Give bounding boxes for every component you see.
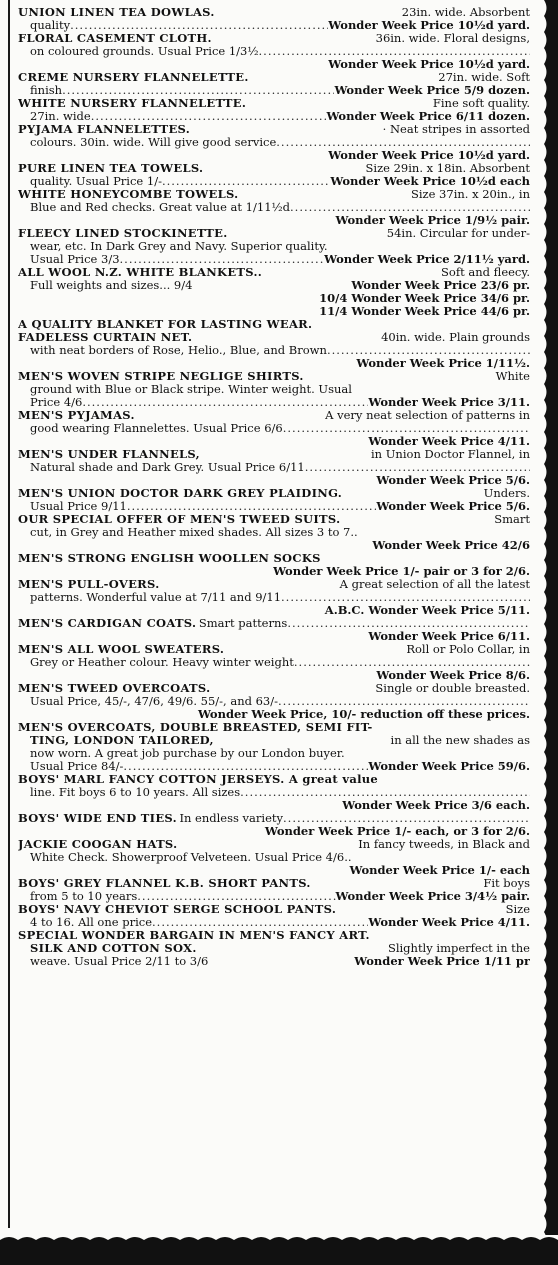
price-text: Wonder Week Price 59/6. — [368, 760, 530, 773]
item-description: good wearing Flannelettes. Usual Price 6/6 — [30, 422, 283, 435]
wavy-border-bottom-path — [0, 1237, 558, 1265]
price-text: Wonder Week Price 10½d yard. — [328, 149, 530, 162]
listing-entry — [18, 552, 530, 578]
item-heading: PURE LINEN TEA TOWELS. — [18, 162, 204, 175]
price-text: Wonder Week Price 4/11. — [368, 435, 530, 448]
listing-line — [18, 175, 530, 188]
listing-line — [18, 123, 530, 136]
item-description: Usual Price, 45/-, 47/6, 49/6. 55/-, and 63/- — [30, 695, 279, 708]
item-heading: MEN'S CARDIGAN COATS. — [18, 617, 197, 630]
price-text: 10/4 Wonder Week Price 34/6 pr. — [319, 292, 530, 305]
listing-entry — [18, 71, 530, 97]
listing-line — [18, 292, 530, 305]
item-description: In endless variety — [179, 812, 284, 825]
item-description: 36in. wide. Floral designs, — [375, 32, 530, 45]
item-heading: SILK AND COTTON SOX. — [30, 942, 197, 955]
price-text: Wonder Week Price 1/11 pr — [354, 955, 530, 968]
listing-line — [18, 604, 530, 617]
price-text: 11/4 Wonder Week Price 44/6 pr. — [319, 305, 530, 318]
listing-line — [18, 279, 530, 292]
item-description: Slightly imperfect in the — [387, 942, 530, 955]
price-text: Wonder Week Price 1/- pair or 3 for 2/6. — [273, 565, 530, 578]
item-heading: MEN'S PULL-OVERS. — [18, 578, 160, 591]
listing-line — [18, 32, 530, 45]
listing-line — [18, 591, 530, 604]
listing-entry — [18, 929, 530, 968]
item-heading: BOYS' MARL FANCY COTTON JERSEYS. A great value — [18, 773, 379, 786]
listing-line — [18, 682, 530, 695]
price-text: Wonder Week Price 23/6 pr. — [351, 279, 530, 292]
listing-line — [18, 266, 530, 279]
item-description: Usual Price 84/- — [30, 760, 124, 773]
price-text: Wonder Week Price 3/11. — [368, 396, 530, 409]
item-description: from 5 to 10 years — [30, 890, 138, 903]
listing-line — [18, 539, 530, 552]
listing-entry — [18, 682, 530, 721]
listing-entry — [18, 97, 530, 123]
listing-entry — [18, 227, 530, 266]
listing-entry — [18, 487, 530, 513]
item-description: in Union Doctor Flannel, in — [371, 448, 530, 461]
item-description: weave. Usual Price 2/11 to 3/6 — [30, 955, 209, 968]
listing-line — [18, 929, 530, 942]
item-description: 4 to 16. All one price — [30, 916, 153, 929]
item-heading: FADELESS CURTAIN NET. — [18, 331, 193, 344]
listing-entry — [18, 266, 530, 318]
item-description: ground with Blue or Black stripe. Winter weight. Usual — [30, 383, 352, 396]
listing-line — [18, 721, 530, 734]
price-text: Wonder Week Price 5/6. — [376, 500, 530, 513]
listing-line — [18, 253, 530, 266]
item-description: 54in. Circular for under- — [386, 227, 530, 240]
item-heading: TING, LONDON TAILORED, — [30, 734, 214, 747]
item-heading: BOYS' GREY FLANNEL K.B. SHORT PANTS. — [18, 877, 311, 890]
listing-line — [18, 58, 530, 71]
listing-line — [18, 45, 530, 58]
price-text: A.B.C. Wonder Week Price 5/11. — [324, 604, 530, 617]
dot-leader — [240, 786, 530, 799]
listing-line — [18, 19, 530, 32]
listing-line — [18, 409, 530, 422]
item-heading: MEN'S WOVEN STRIPE NEGLIGE SHIRTS. — [18, 370, 304, 383]
listing-line — [18, 708, 530, 721]
listing-line — [18, 565, 530, 578]
listing-line — [18, 513, 530, 526]
listing-entry — [18, 448, 530, 487]
item-heading: OUR SPECIAL OFFER OF MEN'S TWEED SUITS. — [18, 513, 341, 526]
item-heading: MEN'S TWEED OVERCOATS. — [18, 682, 211, 695]
price-text: Wonder Week Price 10½d yard. — [328, 58, 530, 71]
price-text: Wonder Week Price, 10/- reduction off these prices. — [197, 708, 530, 721]
price-text: Wonder Week Price 6/11 dozen. — [326, 110, 530, 123]
item-heading: MEN'S STRONG ENGLISH WOOLLEN SOCKS — [18, 552, 321, 565]
price-text: Wonder Week Price 1/- each, or 3 for 2/6. — [264, 825, 530, 838]
price-text: Wonder Week Price 10½d yard. — [328, 19, 530, 32]
listing-line — [18, 474, 530, 487]
listing-line — [18, 136, 530, 149]
listing-line — [18, 617, 530, 630]
listing-line — [18, 864, 530, 877]
listing-entry — [18, 32, 530, 71]
listing-line — [18, 760, 530, 773]
price-text: Wonder Week Price 8/6. — [376, 669, 530, 682]
dot-leader — [120, 253, 325, 266]
listing-line — [18, 786, 530, 799]
dot-leader — [290, 201, 530, 214]
listing-line — [18, 240, 530, 253]
dot-leader — [62, 84, 334, 97]
listing-line — [18, 799, 530, 812]
price-text: Wonder Week Price 6/11. — [368, 630, 530, 643]
listing-line — [18, 435, 530, 448]
listing-line — [18, 344, 530, 357]
item-heading: MEN'S PYJAMAS. — [18, 409, 135, 422]
listing-entry — [18, 812, 530, 838]
listing-entry — [18, 721, 530, 773]
listing-line — [18, 838, 530, 851]
item-description: 40in. wide. Plain grounds — [381, 331, 530, 344]
listing-entry — [18, 162, 530, 188]
left-column-rule — [8, 0, 10, 1228]
item-description: line. Fit boys 6 to 10 years. All sizes — [30, 786, 241, 799]
bottom-wavy-border — [0, 1228, 558, 1265]
item-description: 27in. wide. Soft — [438, 71, 530, 84]
price-text: Wonder Week Price 4/11. — [368, 916, 530, 929]
listing-entry — [18, 6, 530, 32]
item-heading: MEN'S UNDER FLANNELS, — [18, 448, 200, 461]
item-heading: SPECIAL WONDER BARGAIN IN MEN'S FANCY ART. — [18, 929, 370, 942]
item-description: colours. 30in. wide. Will give good service — [30, 136, 277, 149]
dot-leader — [259, 45, 530, 58]
dot-leader — [70, 19, 328, 32]
listing-line — [18, 630, 530, 643]
item-heading: BOYS' NAVY CHEVIOT SERGE SCHOOL PANTS. — [18, 903, 337, 916]
item-heading: MEN'S ALL WOOL SWEATERS. — [18, 643, 225, 656]
listing-line — [18, 500, 530, 513]
listing-entry — [18, 331, 530, 370]
price-text: Wonder Week Price 1/9½ pair. — [335, 214, 530, 227]
listing-line — [18, 747, 530, 760]
item-description: quality. Usual Price 1/- — [30, 175, 162, 188]
listing-line — [18, 669, 530, 682]
listing-line — [18, 110, 530, 123]
dot-leader — [91, 110, 327, 123]
item-description: Usual Price 9/11 — [30, 500, 127, 513]
listing-line — [18, 396, 530, 409]
dot-leader — [305, 461, 530, 474]
item-description: finish — [30, 84, 63, 97]
listing-line — [18, 162, 530, 175]
wavy-border-right-path — [544, 0, 558, 1235]
price-text: Wonder Week Price 3/4½ pair. — [335, 890, 530, 903]
item-description: Smart patterns — [198, 617, 288, 630]
listing-line — [18, 188, 530, 201]
listing-line — [18, 357, 530, 370]
listing-line — [18, 695, 530, 708]
dot-leader — [127, 500, 377, 513]
advertisement-column — [18, 6, 530, 968]
item-heading: PYJAMA FLANNELETTES. — [18, 123, 191, 136]
dot-leader — [276, 136, 530, 149]
dot-leader — [123, 760, 368, 773]
item-description: Blue and Red checks. Great value at 1/11½d — [30, 201, 291, 214]
listing-line — [18, 149, 530, 162]
listing-entry — [18, 578, 530, 617]
dot-leader — [287, 617, 530, 630]
listing-line — [18, 877, 530, 890]
item-description: White — [495, 370, 530, 383]
listing-line — [18, 370, 530, 383]
item-heading: MEN'S OVERCOATS, DOUBLE BREASTED, SEMI FIT- — [18, 721, 373, 734]
listing-line — [18, 903, 530, 916]
listing-line — [18, 552, 530, 565]
item-description: on coloured grounds. Usual Price 1/3½ — [30, 45, 259, 58]
item-heading: WHITE NURSERY FLANNELETTE. — [18, 97, 247, 110]
item-heading: ALL WOOL N.Z. WHITE BLANKETS.. — [18, 266, 263, 279]
dot-leader — [327, 344, 530, 357]
item-description: Grey or Heather colour. Heavy winter weight — [30, 656, 294, 669]
listing-entry — [18, 877, 530, 903]
item-description: A very neat selection of patterns in — [325, 409, 530, 422]
item-heading: JACKIE COOGAN HATS. — [18, 838, 178, 851]
listing-entry — [18, 617, 530, 643]
listing-entry — [18, 513, 530, 552]
listing-line — [18, 942, 530, 955]
listing-line — [18, 71, 530, 84]
listing-line — [18, 331, 530, 344]
item-description: · Neat stripes in assorted — [382, 123, 530, 136]
listing-line — [18, 6, 530, 19]
item-description: with neat borders of Rose, Helio., Blue, and Brown — [30, 344, 327, 357]
listing-line — [18, 825, 530, 838]
dot-leader — [162, 175, 330, 188]
item-description: Usual Price 3/3 — [30, 253, 120, 266]
dot-leader — [82, 396, 368, 409]
item-heading: FLEECY LINED STOCKINETTE. — [18, 227, 228, 240]
item-description: 23in. wide. Absorbent — [401, 6, 530, 19]
listing-line — [18, 214, 530, 227]
listing-line — [18, 461, 530, 474]
dot-leader — [283, 812, 530, 825]
item-heading: FLORAL CASEMENT CLOTH. — [18, 32, 212, 45]
listing-line — [18, 201, 530, 214]
item-description: Smart — [494, 513, 530, 526]
listing-line — [18, 84, 530, 97]
price-text: Wonder Week Price 3/6 each. — [342, 799, 530, 812]
item-description: Unders. — [483, 487, 530, 500]
listing-line — [18, 227, 530, 240]
listing-line — [18, 526, 530, 539]
listing-entry — [18, 903, 530, 929]
dot-leader — [137, 890, 335, 903]
listing-line — [18, 422, 530, 435]
item-heading: UNION LINEN TEA DOWLAS. — [18, 6, 215, 19]
listing-line — [18, 318, 530, 331]
item-description: Size — [505, 903, 530, 916]
listing-line — [18, 487, 530, 500]
price-text: Wonder Week Price 5/9 dozen. — [334, 84, 530, 97]
dot-leader — [294, 656, 530, 669]
item-description: wear, etc. In Dark Grey and Navy. Superior quality. — [30, 240, 328, 253]
price-text: Wonder Week Price 1/11½. — [356, 357, 530, 370]
item-description: Roll or Polo Collar, in — [406, 643, 530, 656]
item-description: Fine soft quality. — [432, 97, 530, 110]
listing-line — [18, 734, 530, 747]
listing-line — [18, 656, 530, 669]
dot-leader — [283, 422, 530, 435]
listing-entry — [18, 643, 530, 682]
item-heading: MEN'S UNION DOCTOR DARK GREY PLAIDING. — [18, 487, 343, 500]
item-description: 27in. wide — [30, 110, 91, 123]
listing-entry — [18, 318, 530, 331]
item-description: Natural shade and Dark Grey. Usual Price 6/11 — [30, 461, 305, 474]
listing-line — [18, 383, 530, 396]
price-text: Wonder Week Price 42/6 — [372, 539, 530, 552]
listing-entry — [18, 188, 530, 227]
listing-entry — [18, 409, 530, 448]
listing-line — [18, 812, 530, 825]
listing-line — [18, 851, 530, 864]
listing-line — [18, 955, 530, 968]
item-description: Soft and fleecy. — [441, 266, 530, 279]
listing-line — [18, 578, 530, 591]
dot-leader — [152, 916, 368, 929]
item-heading: WHITE HONEYCOMBE TOWELS. — [18, 188, 239, 201]
item-description: cut, in Grey and Heather mixed shades. All sizes 3 to 7.. — [30, 526, 358, 539]
item-description: Full weights and sizes... 9/4 — [30, 279, 193, 292]
item-description: Price 4/6 — [30, 396, 83, 409]
item-description: Single or double breasted. — [375, 682, 530, 695]
item-description: Size 29in. x 18in. Absorbent — [365, 162, 530, 175]
listing-entry — [18, 123, 530, 162]
item-description: in all the new shades as — [390, 734, 530, 747]
item-description: White Check. Showerproof Velveteen. Usual Price 4/6.. — [30, 851, 352, 864]
listing-entry — [18, 838, 530, 877]
dot-leader — [278, 695, 530, 708]
dot-leader — [281, 591, 530, 604]
item-heading: BOYS' WIDE END TIES. — [18, 812, 177, 825]
price-text: Wonder Week Price 2/11½ yard. — [324, 253, 530, 266]
item-description: quality — [30, 19, 71, 32]
listing-line — [18, 890, 530, 903]
item-heading: CREME NURSERY FLANNELETTE. — [18, 71, 249, 84]
item-heading: A QUALITY BLANKET FOR LASTING WEAR. — [18, 318, 313, 331]
listing-line — [18, 448, 530, 461]
item-description: In fancy tweeds, in Black and — [358, 838, 530, 851]
item-description: patterns. Wonderful value at 7/11 and 9/11 — [30, 591, 282, 604]
listing-entry — [18, 773, 530, 812]
price-text: Wonder Week Price 5/6. — [376, 474, 530, 487]
item-description: A great selection of all the latest — [339, 578, 530, 591]
listing-line — [18, 305, 530, 318]
item-description: now worn. A great job purchase by our London buyer. — [30, 747, 345, 760]
listing-entry — [18, 370, 530, 409]
listing-line — [18, 773, 530, 786]
right-wavy-border — [538, 0, 558, 1235]
price-text: Wonder Week Price 1/- each — [349, 864, 530, 877]
listing-line — [18, 916, 530, 929]
price-text: Wonder Week Price 10½d each — [330, 175, 530, 188]
item-description: Fit boys — [483, 877, 530, 890]
listing-line — [18, 97, 530, 110]
listing-line — [18, 643, 530, 656]
item-description: Size 37in. x 20in., in — [410, 188, 530, 201]
